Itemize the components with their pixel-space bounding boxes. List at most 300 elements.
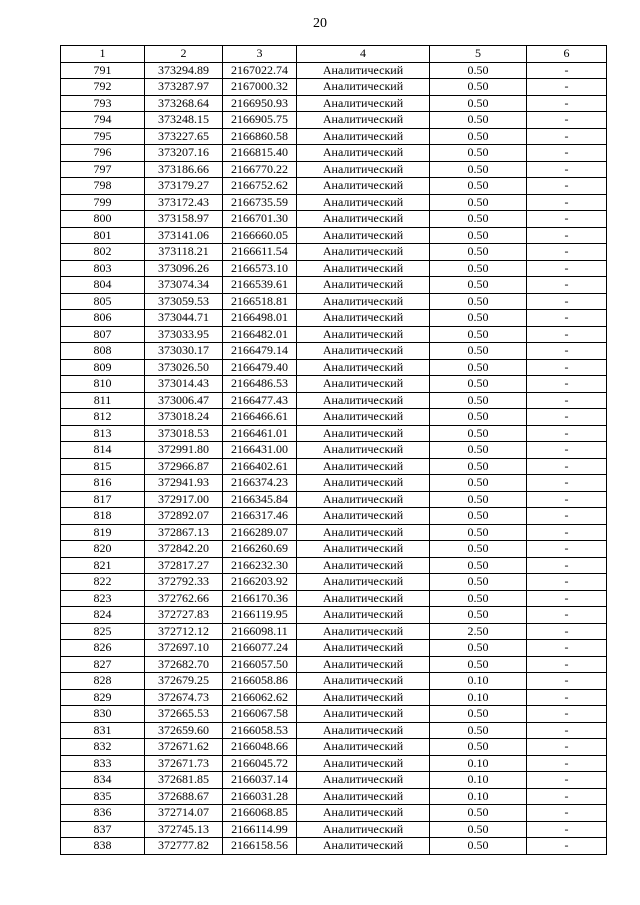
x-coordinate-cell: 373118.21 <box>145 244 223 261</box>
point-number-cell: 802 <box>61 244 145 261</box>
method-cell: Аналитический <box>297 656 430 673</box>
accuracy-cell: 0.50 <box>430 112 527 129</box>
point-number-cell: 794 <box>61 112 145 129</box>
method-cell: Аналитический <box>297 211 430 228</box>
note-cell: - <box>527 409 607 426</box>
x-coordinate-cell: 372671.62 <box>145 739 223 756</box>
note-cell: - <box>527 557 607 574</box>
accuracy-cell: 0.50 <box>430 805 527 822</box>
note-cell: - <box>527 178 607 195</box>
note-cell: - <box>527 656 607 673</box>
point-number-cell: 803 <box>61 260 145 277</box>
y-coordinate-cell: 2166701.30 <box>223 211 297 228</box>
point-number-cell: 830 <box>61 706 145 723</box>
method-cell: Аналитический <box>297 392 430 409</box>
note-cell: - <box>527 491 607 508</box>
accuracy-cell: 0.50 <box>430 293 527 310</box>
point-number-cell: 805 <box>61 293 145 310</box>
method-cell: Аналитический <box>297 673 430 690</box>
accuracy-cell: 0.50 <box>430 128 527 145</box>
note-cell: - <box>527 95 607 112</box>
method-cell: Аналитический <box>297 62 430 79</box>
point-number-cell: 815 <box>61 458 145 475</box>
accuracy-cell: 0.50 <box>430 343 527 360</box>
point-number-cell: 796 <box>61 145 145 162</box>
method-cell: Аналитический <box>297 689 430 706</box>
page-number: 20 <box>313 16 327 31</box>
y-coordinate-cell: 2166477.43 <box>223 392 297 409</box>
y-coordinate-cell: 2166068.85 <box>223 805 297 822</box>
accuracy-cell: 0.50 <box>430 359 527 376</box>
method-cell: Аналитический <box>297 607 430 624</box>
accuracy-cell: 0.10 <box>430 689 527 706</box>
x-coordinate-cell: 373026.50 <box>145 359 223 376</box>
x-coordinate-cell: 372991.80 <box>145 442 223 459</box>
x-coordinate-cell: 373141.06 <box>145 227 223 244</box>
table-row <box>61 623 607 640</box>
method-cell: Аналитический <box>297 557 430 574</box>
y-coordinate-cell: 2166045.72 <box>223 755 297 772</box>
table-row <box>61 376 607 393</box>
accuracy-cell: 0.50 <box>430 376 527 393</box>
accuracy-cell: 0.50 <box>430 79 527 96</box>
y-coordinate-cell: 2166752.62 <box>223 178 297 195</box>
accuracy-cell: 0.50 <box>430 574 527 591</box>
method-cell: Аналитический <box>297 590 430 607</box>
accuracy-cell: 0.50 <box>430 442 527 459</box>
table-row <box>61 260 607 277</box>
note-cell: - <box>527 689 607 706</box>
x-coordinate-cell: 372659.60 <box>145 722 223 739</box>
method-cell: Аналитический <box>297 524 430 541</box>
table-row <box>61 524 607 541</box>
table-row <box>61 838 607 855</box>
table-row <box>61 689 607 706</box>
method-cell: Аналитический <box>297 95 430 112</box>
x-coordinate-cell: 373030.17 <box>145 343 223 360</box>
accuracy-cell: 0.50 <box>430 95 527 112</box>
note-cell: - <box>527 79 607 96</box>
table-row <box>61 244 607 261</box>
method-cell: Аналитический <box>297 145 430 162</box>
x-coordinate-cell: 373248.15 <box>145 112 223 129</box>
x-coordinate-cell: 372727.83 <box>145 607 223 624</box>
x-coordinate-cell: 373044.71 <box>145 310 223 327</box>
accuracy-cell: 0.50 <box>430 211 527 228</box>
accuracy-cell: 0.50 <box>430 244 527 261</box>
y-coordinate-cell: 2166770.22 <box>223 161 297 178</box>
y-coordinate-cell: 2166498.01 <box>223 310 297 327</box>
accuracy-cell: 0.50 <box>430 458 527 475</box>
method-cell: Аналитический <box>297 128 430 145</box>
y-coordinate-cell: 2166466.61 <box>223 409 297 426</box>
table-row <box>61 739 607 756</box>
accuracy-cell: 0.50 <box>430 722 527 739</box>
y-coordinate-cell: 2166539.61 <box>223 277 297 294</box>
x-coordinate-cell: 372681.85 <box>145 772 223 789</box>
point-number-cell: 816 <box>61 475 145 492</box>
point-number-cell: 817 <box>61 491 145 508</box>
note-cell: - <box>527 392 607 409</box>
x-coordinate-cell: 373287.97 <box>145 79 223 96</box>
accuracy-cell: 0.50 <box>430 310 527 327</box>
accuracy-cell: 0.50 <box>430 392 527 409</box>
accuracy-cell: 0.50 <box>430 62 527 79</box>
note-cell: - <box>527 343 607 360</box>
point-number-cell: 825 <box>61 623 145 640</box>
note-cell: - <box>527 161 607 178</box>
method-cell: Аналитический <box>297 227 430 244</box>
table-row <box>61 178 607 195</box>
y-coordinate-cell: 2166905.75 <box>223 112 297 129</box>
method-cell: Аналитический <box>297 788 430 805</box>
table-row <box>61 656 607 673</box>
y-coordinate-cell: 2166402.61 <box>223 458 297 475</box>
y-coordinate-cell: 2166203.92 <box>223 574 297 591</box>
table-row <box>61 161 607 178</box>
method-cell: Аналитический <box>297 706 430 723</box>
method-cell: Аналитический <box>297 574 430 591</box>
note-cell: - <box>527 293 607 310</box>
accuracy-cell: 0.50 <box>430 541 527 558</box>
table-body <box>61 62 607 854</box>
table-row <box>61 821 607 838</box>
column-header: 4 <box>297 46 430 63</box>
x-coordinate-cell: 373172.43 <box>145 194 223 211</box>
x-coordinate-cell: 372745.13 <box>145 821 223 838</box>
accuracy-cell: 2.50 <box>430 623 527 640</box>
note-cell: - <box>527 805 607 822</box>
note-cell: - <box>527 739 607 756</box>
table-row <box>61 755 607 772</box>
table-row <box>61 145 607 162</box>
y-coordinate-cell: 2166815.40 <box>223 145 297 162</box>
point-number-cell: 831 <box>61 722 145 739</box>
point-number-cell: 836 <box>61 805 145 822</box>
x-coordinate-cell: 372892.07 <box>145 508 223 525</box>
point-number-cell: 795 <box>61 128 145 145</box>
method-cell: Аналитический <box>297 821 430 838</box>
accuracy-cell: 0.10 <box>430 755 527 772</box>
method-cell: Аналитический <box>297 772 430 789</box>
point-number-cell: 792 <box>61 79 145 96</box>
table-row <box>61 706 607 723</box>
x-coordinate-cell: 372762.66 <box>145 590 223 607</box>
table-row <box>61 640 607 657</box>
point-number-cell: 835 <box>61 788 145 805</box>
point-number-cell: 824 <box>61 607 145 624</box>
y-coordinate-cell: 2166486.53 <box>223 376 297 393</box>
y-coordinate-cell: 2166119.95 <box>223 607 297 624</box>
note-cell: - <box>527 838 607 855</box>
point-number-cell: 800 <box>61 211 145 228</box>
note-cell: - <box>527 574 607 591</box>
accuracy-cell: 0.50 <box>430 821 527 838</box>
point-number-cell: 828 <box>61 673 145 690</box>
method-cell: Аналитический <box>297 326 430 343</box>
point-number-cell: 820 <box>61 541 145 558</box>
method-cell: Аналитический <box>297 755 430 772</box>
table-row <box>61 211 607 228</box>
y-coordinate-cell: 2166114.99 <box>223 821 297 838</box>
x-coordinate-cell: 373096.26 <box>145 260 223 277</box>
point-number-cell: 823 <box>61 590 145 607</box>
y-coordinate-cell: 2166860.58 <box>223 128 297 145</box>
method-cell: Аналитический <box>297 475 430 492</box>
x-coordinate-cell: 373227.65 <box>145 128 223 145</box>
table-row <box>61 79 607 96</box>
note-cell: - <box>527 277 607 294</box>
table-row <box>61 310 607 327</box>
method-cell: Аналитический <box>297 640 430 657</box>
table-row <box>61 475 607 492</box>
note-cell: - <box>527 590 607 607</box>
method-cell: Аналитический <box>297 343 430 360</box>
x-coordinate-cell: 372817.27 <box>145 557 223 574</box>
x-coordinate-cell: 372674.73 <box>145 689 223 706</box>
method-cell: Аналитический <box>297 805 430 822</box>
y-coordinate-cell: 2166058.53 <box>223 722 297 739</box>
y-coordinate-cell: 2166031.28 <box>223 788 297 805</box>
point-number-cell: 834 <box>61 772 145 789</box>
note-cell: - <box>527 524 607 541</box>
y-coordinate-cell: 2166479.14 <box>223 343 297 360</box>
note-cell: - <box>527 442 607 459</box>
y-coordinate-cell: 2166158.56 <box>223 838 297 855</box>
table-row <box>61 62 607 79</box>
method-cell: Аналитический <box>297 293 430 310</box>
note-cell: - <box>527 788 607 805</box>
accuracy-cell: 0.50 <box>430 491 527 508</box>
table-row <box>61 788 607 805</box>
y-coordinate-cell: 2166067.58 <box>223 706 297 723</box>
method-cell: Аналитический <box>297 508 430 525</box>
note-cell: - <box>527 227 607 244</box>
x-coordinate-cell: 372665.53 <box>145 706 223 723</box>
y-coordinate-cell: 2166317.46 <box>223 508 297 525</box>
method-cell: Аналитический <box>297 359 430 376</box>
accuracy-cell: 0.50 <box>430 590 527 607</box>
point-number-cell: 810 <box>61 376 145 393</box>
y-coordinate-cell: 2166057.50 <box>223 656 297 673</box>
accuracy-cell: 0.50 <box>430 178 527 195</box>
y-coordinate-cell: 2166479.40 <box>223 359 297 376</box>
accuracy-cell: 0.50 <box>430 277 527 294</box>
point-number-cell: 793 <box>61 95 145 112</box>
note-cell: - <box>527 475 607 492</box>
y-coordinate-cell: 2167000.32 <box>223 79 297 96</box>
point-number-cell: 822 <box>61 574 145 591</box>
table-row <box>61 194 607 211</box>
table-row <box>61 277 607 294</box>
point-number-cell: 827 <box>61 656 145 673</box>
y-coordinate-cell: 2166374.23 <box>223 475 297 492</box>
x-coordinate-cell: 373018.53 <box>145 425 223 442</box>
note-cell: - <box>527 376 607 393</box>
table-row <box>61 326 607 343</box>
accuracy-cell: 0.50 <box>430 739 527 756</box>
method-cell: Аналитический <box>297 458 430 475</box>
x-coordinate-cell: 372671.73 <box>145 755 223 772</box>
table-row <box>61 95 607 112</box>
point-number-cell: 811 <box>61 392 145 409</box>
table-row <box>61 458 607 475</box>
x-coordinate-cell: 373268.64 <box>145 95 223 112</box>
x-coordinate-cell: 372688.67 <box>145 788 223 805</box>
note-cell: - <box>527 425 607 442</box>
accuracy-cell: 0.50 <box>430 425 527 442</box>
accuracy-cell: 0.50 <box>430 640 527 657</box>
y-coordinate-cell: 2166573.10 <box>223 260 297 277</box>
accuracy-cell: 0.50 <box>430 508 527 525</box>
accuracy-cell: 0.50 <box>430 227 527 244</box>
x-coordinate-cell: 372697.10 <box>145 640 223 657</box>
accuracy-cell: 0.50 <box>430 557 527 574</box>
table-row <box>61 425 607 442</box>
y-coordinate-cell: 2166077.24 <box>223 640 297 657</box>
y-coordinate-cell: 2166058.86 <box>223 673 297 690</box>
accuracy-cell: 0.10 <box>430 673 527 690</box>
point-number-cell: 791 <box>61 62 145 79</box>
x-coordinate-cell: 372867.13 <box>145 524 223 541</box>
y-coordinate-cell: 2166098.11 <box>223 623 297 640</box>
note-cell: - <box>527 640 607 657</box>
method-cell: Аналитический <box>297 722 430 739</box>
x-coordinate-cell: 372842.20 <box>145 541 223 558</box>
column-header: 2 <box>145 46 223 63</box>
table-row <box>61 227 607 244</box>
method-cell: Аналитический <box>297 277 430 294</box>
table-row <box>61 557 607 574</box>
table-row <box>61 442 607 459</box>
table-row <box>61 805 607 822</box>
y-coordinate-cell: 2166660.05 <box>223 227 297 244</box>
method-cell: Аналитический <box>297 623 430 640</box>
y-coordinate-cell: 2166037.14 <box>223 772 297 789</box>
y-coordinate-cell: 2166518.81 <box>223 293 297 310</box>
y-coordinate-cell: 2166461.01 <box>223 425 297 442</box>
accuracy-cell: 0.50 <box>430 161 527 178</box>
point-number-cell: 801 <box>61 227 145 244</box>
note-cell: - <box>527 755 607 772</box>
note-cell: - <box>527 112 607 129</box>
method-cell: Аналитический <box>297 194 430 211</box>
method-cell: Аналитический <box>297 491 430 508</box>
x-coordinate-cell: 373006.47 <box>145 392 223 409</box>
note-cell: - <box>527 211 607 228</box>
y-coordinate-cell: 2166611.54 <box>223 244 297 261</box>
point-number-cell: 808 <box>61 343 145 360</box>
note-cell: - <box>527 722 607 739</box>
table-row <box>61 128 607 145</box>
y-coordinate-cell: 2166482.01 <box>223 326 297 343</box>
x-coordinate-cell: 372714.07 <box>145 805 223 822</box>
x-coordinate-cell: 373033.95 <box>145 326 223 343</box>
y-coordinate-cell: 2166345.84 <box>223 491 297 508</box>
point-number-cell: 806 <box>61 310 145 327</box>
note-cell: - <box>527 244 607 261</box>
table-row <box>61 772 607 789</box>
point-number-cell: 813 <box>61 425 145 442</box>
method-cell: Аналитический <box>297 178 430 195</box>
column-header: 3 <box>223 46 297 63</box>
x-coordinate-cell: 373158.97 <box>145 211 223 228</box>
point-number-cell: 804 <box>61 277 145 294</box>
point-number-cell: 829 <box>61 689 145 706</box>
method-cell: Аналитический <box>297 244 430 261</box>
accuracy-cell: 0.50 <box>430 145 527 162</box>
point-number-cell: 798 <box>61 178 145 195</box>
table-row <box>61 574 607 591</box>
method-cell: Аналитический <box>297 442 430 459</box>
column-header: 5 <box>430 46 527 63</box>
point-number-cell: 826 <box>61 640 145 657</box>
table-row <box>61 722 607 739</box>
point-number-cell: 819 <box>61 524 145 541</box>
point-number-cell: 818 <box>61 508 145 525</box>
point-number-cell: 807 <box>61 326 145 343</box>
point-number-cell: 809 <box>61 359 145 376</box>
note-cell: - <box>527 359 607 376</box>
note-cell: - <box>527 541 607 558</box>
x-coordinate-cell: 372679.25 <box>145 673 223 690</box>
accuracy-cell: 0.50 <box>430 838 527 855</box>
table-row <box>61 508 607 525</box>
header-row <box>61 46 607 63</box>
x-coordinate-cell: 372917.00 <box>145 491 223 508</box>
point-number-cell: 799 <box>61 194 145 211</box>
x-coordinate-cell: 372966.87 <box>145 458 223 475</box>
x-coordinate-cell: 373014.43 <box>145 376 223 393</box>
x-coordinate-cell: 372682.70 <box>145 656 223 673</box>
y-coordinate-cell: 2166048.66 <box>223 739 297 756</box>
point-number-cell: 821 <box>61 557 145 574</box>
x-coordinate-cell: 372712.12 <box>145 623 223 640</box>
y-coordinate-cell: 2166170.36 <box>223 590 297 607</box>
table-row <box>61 491 607 508</box>
accuracy-cell: 0.50 <box>430 326 527 343</box>
note-cell: - <box>527 821 607 838</box>
y-coordinate-cell: 2167022.74 <box>223 62 297 79</box>
table-row <box>61 673 607 690</box>
accuracy-cell: 0.50 <box>430 475 527 492</box>
point-number-cell: 837 <box>61 821 145 838</box>
y-coordinate-cell: 2166289.07 <box>223 524 297 541</box>
x-coordinate-cell: 373207.16 <box>145 145 223 162</box>
accuracy-cell: 0.50 <box>430 194 527 211</box>
note-cell: - <box>527 607 607 624</box>
point-number-cell: 812 <box>61 409 145 426</box>
y-coordinate-cell: 2166062.62 <box>223 689 297 706</box>
x-coordinate-cell: 373018.24 <box>145 409 223 426</box>
note-cell: - <box>527 673 607 690</box>
accuracy-cell: 0.50 <box>430 607 527 624</box>
column-header: 1 <box>61 46 145 63</box>
note-cell: - <box>527 62 607 79</box>
accuracy-cell: 0.50 <box>430 409 527 426</box>
table-header <box>61 46 607 63</box>
note-cell: - <box>527 310 607 327</box>
note-cell: - <box>527 508 607 525</box>
y-coordinate-cell: 2166950.93 <box>223 95 297 112</box>
table-row <box>61 359 607 376</box>
column-header: 6 <box>527 46 607 63</box>
note-cell: - <box>527 772 607 789</box>
note-cell: - <box>527 128 607 145</box>
method-cell: Аналитический <box>297 409 430 426</box>
note-cell: - <box>527 194 607 211</box>
point-number-cell: 814 <box>61 442 145 459</box>
